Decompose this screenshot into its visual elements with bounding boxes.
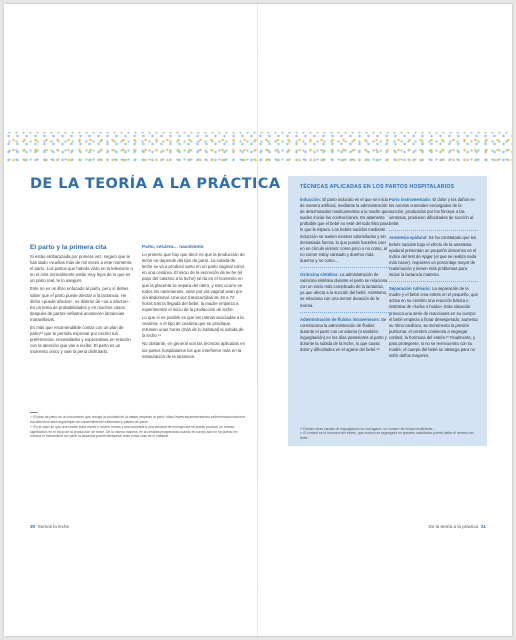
book-spread — [4, 4, 512, 636]
page-gutter — [257, 4, 258, 636]
paragraph: Lo que sí es posible es que las rutinas asociadas a la cesárea, o el tipo de cesárea que se practique, retrasen unas horas (más de lo habitual) la subida de la leche.¹⁹ — [142, 315, 244, 339]
left-column — [30, 244, 134, 358]
running-title: De la teoría a la práctica — [428, 524, 479, 529]
dotted-divider — [300, 312, 389, 313]
paragraph: Es más que recomendable contar con un plan de parto¹⁸ que te permita expresar por escrito tus preferencias, necesidades y expectativas en relación con la atención que vas a recibir. El parto es un momento único y vale la pena disfrutarlo. — [30, 325, 131, 355]
box-entry: Separación rutinaria: La separación de la madre y el bebé crea estrés en el pequeño, que activa en su cerebro una reacción básica e instintiva de «lucha o huida». Esta situación provoca una serie de reacciones en su cuerpo: el bebé empieza a llorar desesperado, aumenta su ritmo cardíaco, se incrementa la presión pulmonar, el cerebro comienza a segregar cortisol, la hormona del estrés.²¹ Finalmente, y para protegerse, si no se reencuentra con su madre, el cuerpo del bebé se aletarga para no sufrir daños mayores. — [389, 286, 478, 359]
paragraph: No obstante, en general son las técnicas aplicadas en los partos hospitalarios los que interfieren más en la instauración de la lactancia. — [142, 341, 245, 359]
page-number: 30 — [30, 524, 36, 529]
info-box — [288, 176, 487, 446]
footnote: ²⁰ Existen otras causas de ingurgitación un mal agarre, un número de tomas insuficiente… — [300, 427, 436, 431]
paragraph: Lo primero que hay que decir es que la producción de leche no depende del tipo de parto. La subida de leche se va a producir tanto en un parto vaginal como en una cesárea. El inicio de la secreción de leche (el paso del calostro a la leche) se da en el momento en que la placenta se separa del útero, y esto ocurre en todos los nacimientos, sean por vía vaginal sean por vía abdominal. Una vez transcurridas de 48 a 72 horas tras la llegada del bebé, la madre empieza a experimentar el inicio de la producción de leche. — [142, 252, 245, 312]
box-entry: Inducción: El parto inducido es el que se inicia de manera artificial, mediante la administración de determinados medicamentos a la madre que suelen iniciar las contracciones. Es altamente probable que el bebé no esté del todo listo para lo que le espera. Los bebés nacidos mediante inducción se suelen mostrar adormilados y sin demasiada fuerza, lo que puede hacerles caer en un círculo vicioso: como poco o no como, al no comer estoy cansado y duermo más, duermo y no como… — [300, 197, 389, 263]
box-entry: Administración de fluidos intravenosos: Se correlaciona la administración de fluidos durante el parto con un edema (o también ingurgitación) en los días posteriores al parto y durante la subida de la leche, lo que causa dolor y dificultades en el agarre del bebé.²⁰ — [300, 316, 387, 353]
folio-left — [30, 524, 69, 529]
running-title: Somos la leche — [37, 524, 70, 529]
footnote-rule — [30, 412, 38, 413]
footnote: ¹⁸ El plan de parto es un documento que recoge la voluntad de la madre respecto al parto. https://www.elpartoesnuestro.es/informacion/conoce-tus-derechos-area-legal/hojas-de-consentimiento-informado-y-planes-de-parto — [30, 415, 246, 424]
folio-right — [429, 524, 486, 529]
dotted-divider — [300, 267, 389, 268]
section-heading: El parto y la primera cita — [30, 244, 107, 251]
decorative-dot-band — [4, 132, 512, 162]
footnotes — [30, 415, 246, 440]
middle-column — [142, 244, 246, 362]
box-entry: Anestesia epidural: Se ha constatado que los bebés nacidos bajo el efecto de la anestesia epidural presentan un pequeño descenso en el índice del test de Apgar (el que se realiza nada más nacer), requieren un porcentaje mayor de reanimación y tienen más problemas para iniciar la lactancia materna. — [389, 235, 477, 278]
footnote: ²¹ El cortisol es la hormona del estrés, que cuando es segregada en grandes cantidades puede dañar el cerebro del bebé. — [300, 431, 474, 440]
box-right-column — [389, 197, 478, 361]
paragraph: Si estás embarazada por primera vez, seguro que te has dado «vueltas más de mil veces a este momento: el parto. Los partos que habrás visto en la televisión o en el cine normalmente están muy lejos de lo que es un parto real, te lo aseguro. — [30, 254, 133, 284]
dotted-divider — [389, 281, 478, 282]
dotted-divider — [389, 230, 478, 231]
box-entry: Oxitocina sintética: La administración de oxitocina sintética durante el parto se relaciona con un inicio más complicado de la lactancia, ya que afecta a la succión del bebé. Asimismo, se relaciona con una menor duración de la misma. — [300, 272, 388, 308]
box-title: TÉCNICAS APLICADAS EN LOS PARTOS HOSPITALARIOS — [300, 184, 455, 190]
box-entry: Parto instrumentado: El dolor y los daños en los nervios craneales encargados de la succión, producidos por los fórceps o las ventosas, producen dificultades de succión al bebé. — [389, 197, 475, 227]
chapter-title: DE LA TEORÍA A LA PRÁCTICA — [30, 176, 281, 192]
box-left-column — [300, 197, 389, 355]
page-number: 31 — [480, 524, 486, 529]
subsection-heading: Parto, cesárea… nacimiento — [142, 244, 204, 249]
footnote: ¹⁹ En el caso de que una madre sufra estrés o mucho miedo y sea sometida a una cesárea de emergencia se puede producir un retraso significativo en el inicio de la producción de leche. De la misma manera, en la cesárea programada cuando el cuerpo aún no ha puesto en marcha el mecanismo del parto la lactancia puede retrasarse unas horas más de lo habitual. — [30, 425, 238, 439]
paragraph: Este no es un libro enfocado al parto, pero sí debes saber que el parto puede afectar a la lactancia. He dicho «puede afectar», es distinto de «va a afectar». Es un tema de probabilidades y en muchos casos después de partos nefastos acontecen lactancias maravillosas. — [30, 286, 130, 322]
box-footnotes — [300, 427, 478, 440]
